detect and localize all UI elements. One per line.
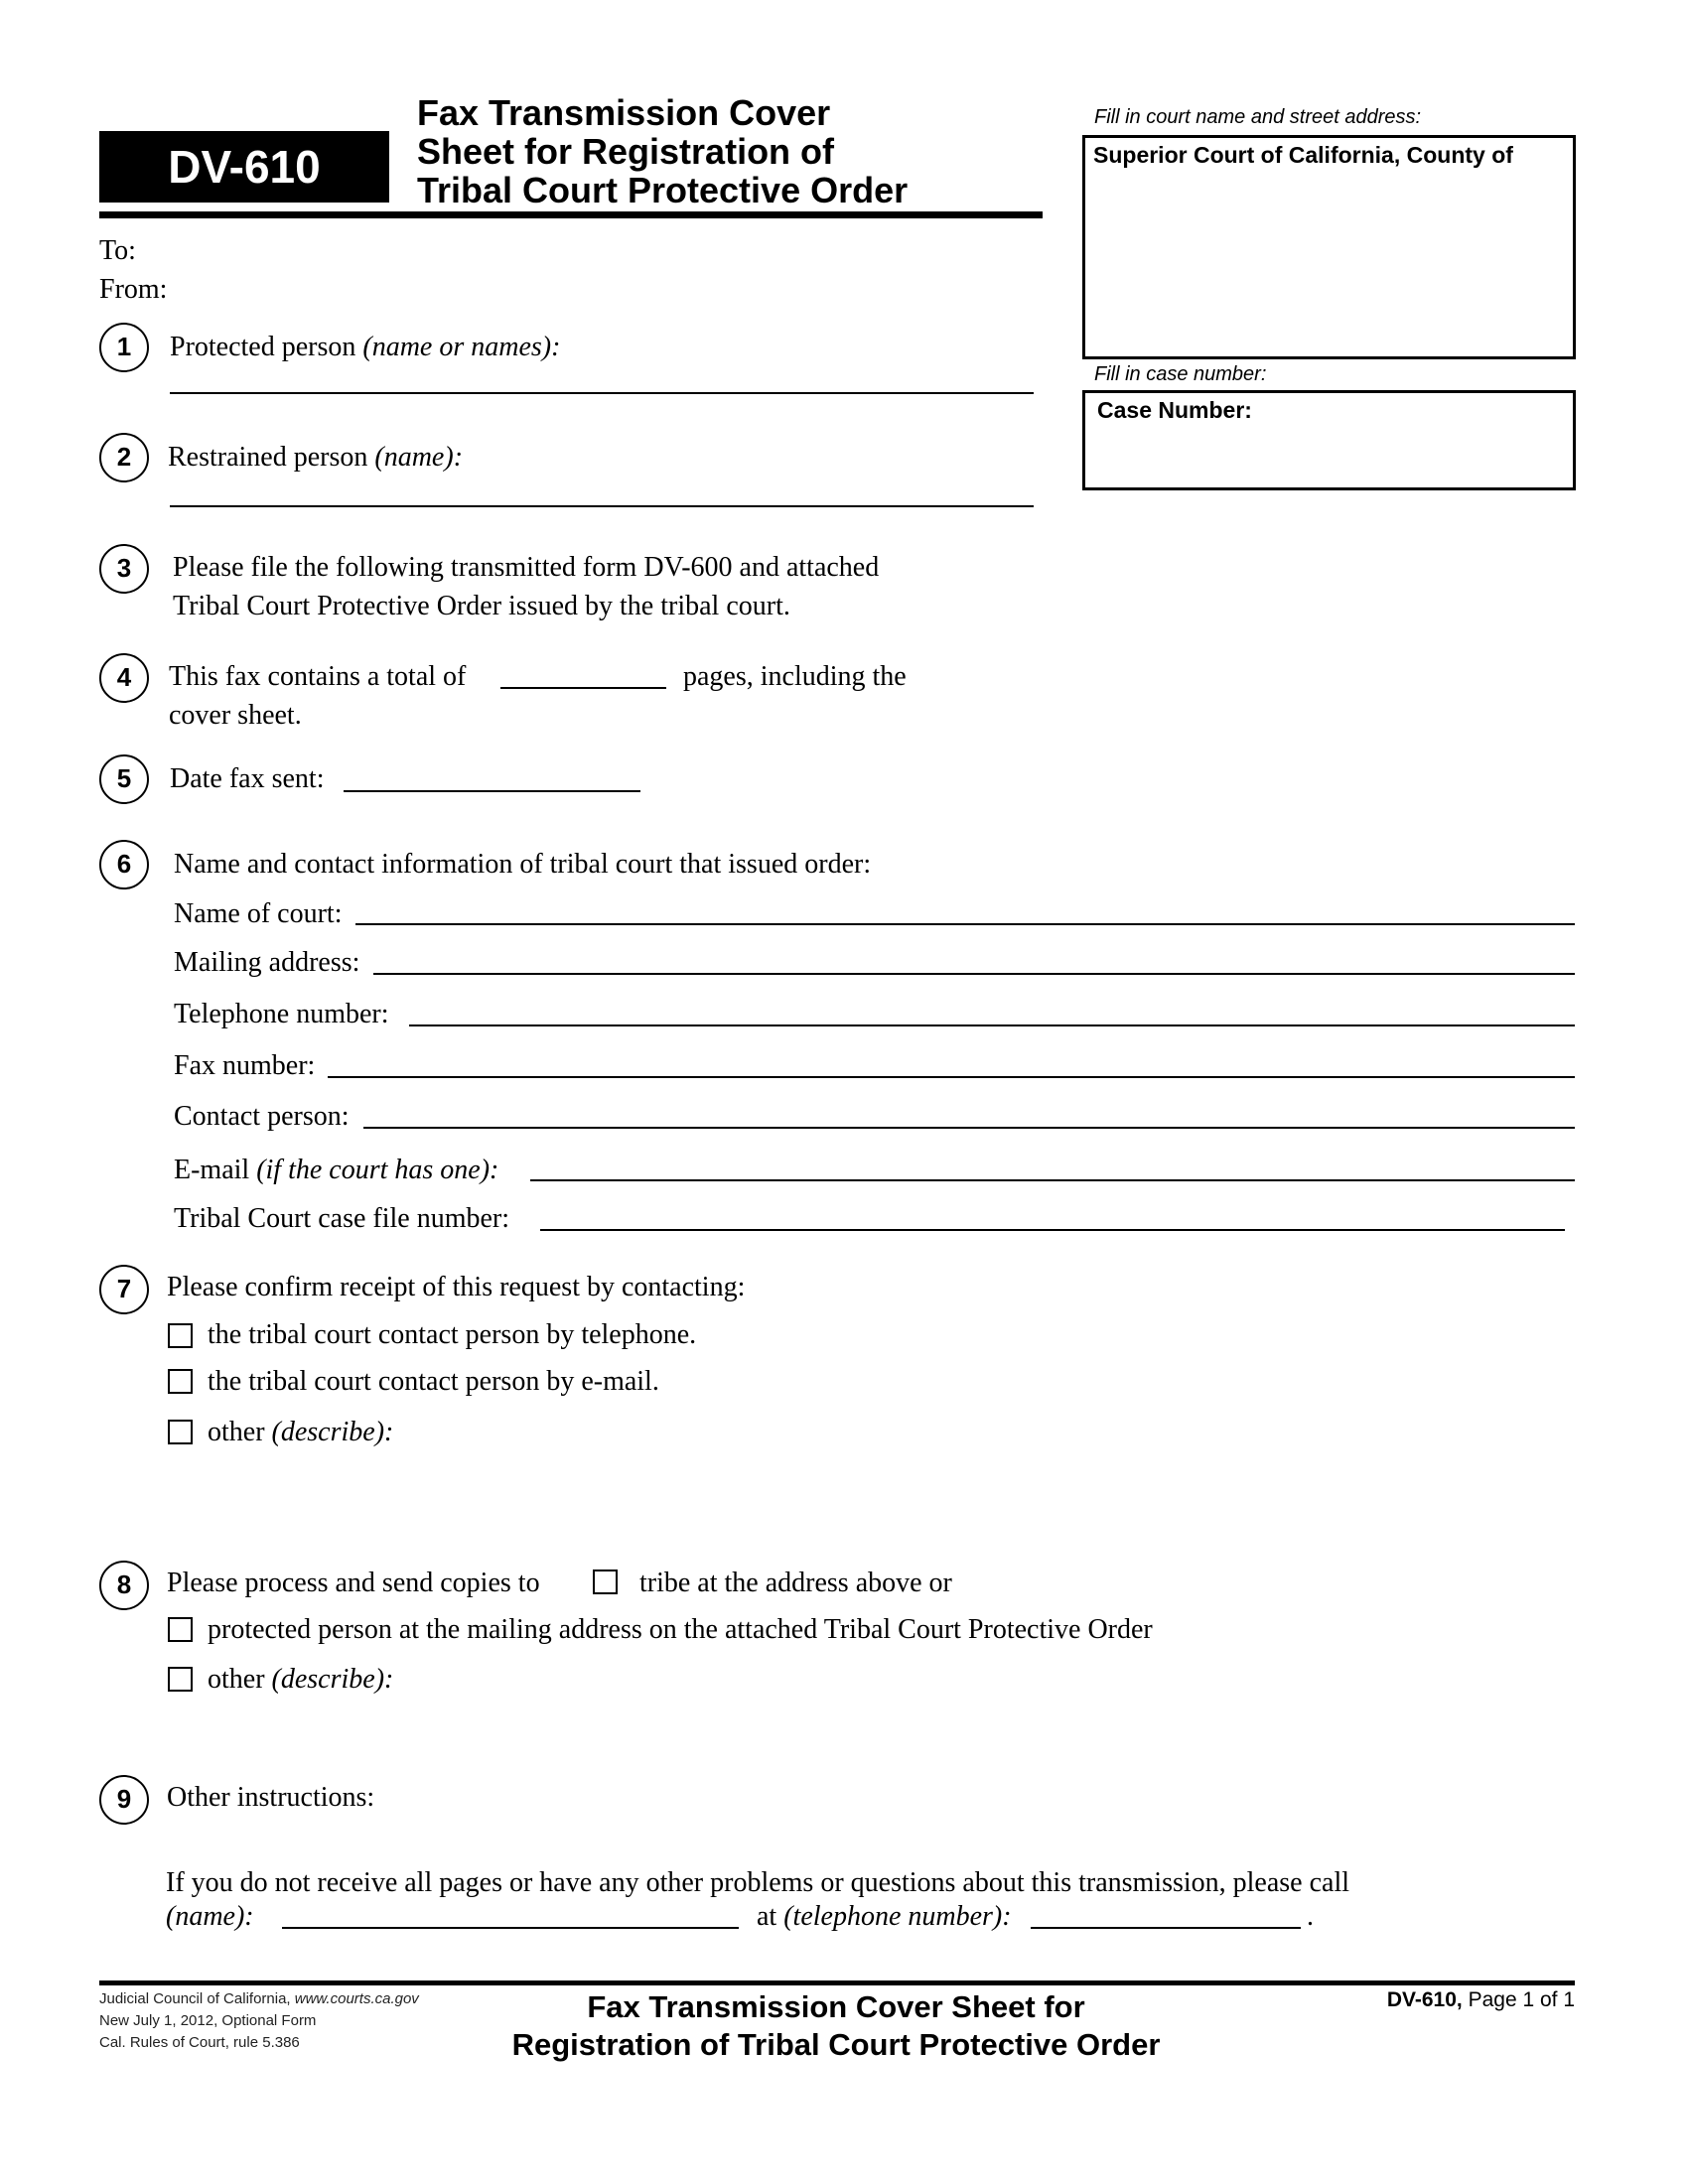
- item-3-line2: Tribal Court Protective Order issued by the tribal court.: [173, 591, 790, 621]
- contact-person-label: Contact person:: [174, 1101, 350, 1132]
- item-number-9: 9: [99, 1775, 149, 1825]
- form-id-badge: DV-610: [99, 131, 389, 203]
- page-count-line2: cover sheet.: [169, 700, 302, 731]
- telephone-checkbox[interactable]: [168, 1323, 193, 1348]
- call-phone-label: at (telephone number):: [757, 1901, 1012, 1932]
- title-line: Tribal Court Protective Order: [417, 170, 909, 210]
- title-line: Fax Transmission Cover: [417, 92, 831, 133]
- problems-text: If you do not receive all pages or have any other problems or questions about this transmission, please call: [166, 1867, 1350, 1898]
- footer-title: Fax Transmission Cover Sheet for Registration of Tribal Court Protective Order: [511, 1989, 1161, 2062]
- email-label: E-mail (if the court has one):: [174, 1155, 499, 1185]
- name-of-court-label: Name of court:: [174, 898, 343, 929]
- item-number-7: 7: [99, 1265, 149, 1314]
- title-line: Sheet for Registration of: [417, 131, 835, 172]
- email-checkbox[interactable]: [168, 1369, 193, 1394]
- item-number-5: 5: [99, 754, 149, 804]
- from-label: From:: [99, 274, 168, 305]
- date-fax-sent-label: Date fax sent:: [170, 763, 325, 794]
- protected-person-option-label: protected person at the mailing address on the attached Tribal Court Protective Order: [208, 1614, 1153, 1645]
- email-field[interactable]: [530, 1179, 1575, 1181]
- other-copies-checkbox[interactable]: [168, 1667, 193, 1692]
- tribe-checkbox[interactable]: [593, 1570, 618, 1594]
- courts-link[interactable]: www.courts.ca.gov: [294, 1990, 419, 2007]
- item-number-2: 2: [99, 433, 149, 482]
- email-option-label: the tribal court contact person by e-mail.: [208, 1366, 659, 1397]
- call-phone-field[interactable]: [1031, 1927, 1301, 1929]
- fax-number-field[interactable]: [328, 1076, 1575, 1078]
- restrained-person-label: Restrained person (name):: [168, 442, 464, 473]
- page-count-label: This fax contains a total of: [169, 661, 467, 692]
- case-file-number-field[interactable]: [540, 1229, 1565, 1231]
- footer-left: Judicial Council of California, www.courts.ca.gov New July 1, 2012, Optional Form Cal. Rules of Court, rule 5.386: [99, 1990, 419, 2051]
- call-name-field[interactable]: [282, 1927, 739, 1929]
- telephone-label: Telephone number:: [174, 999, 389, 1029]
- telephone-option-label: the tribal court contact person by telephone.: [208, 1319, 697, 1350]
- court-name-text: Superior Court of California, County of: [1093, 142, 1513, 168]
- call-name-label: (name):: [166, 1901, 254, 1932]
- case-number-label: Case Number:: [1097, 397, 1252, 423]
- item-number-3: 3: [99, 544, 149, 594]
- header-rule: [99, 211, 1043, 218]
- case-box-label: Fill in case number:: [1094, 363, 1267, 385]
- restrained-person-field[interactable]: [170, 505, 1034, 507]
- mailing-address-label: Mailing address:: [174, 947, 360, 978]
- page-count-suffix: pages, including the: [683, 661, 907, 692]
- fax-number-label: Fax number:: [174, 1050, 316, 1081]
- date-fax-sent-field[interactable]: [344, 790, 640, 792]
- item-number-8: 8: [99, 1561, 149, 1610]
- protected-person-field[interactable]: [170, 392, 1034, 394]
- page-count-field[interactable]: [500, 687, 666, 689]
- case-file-number-label: Tribal Court case file number:: [174, 1203, 510, 1234]
- telephone-field[interactable]: [409, 1024, 1575, 1026]
- item-number-6: 6: [99, 840, 149, 889]
- case-number-box[interactable]: [1082, 390, 1576, 490]
- tribal-court-info-heading: Name and contact information of tribal court that issued order:: [174, 849, 872, 880]
- protected-person-checkbox[interactable]: [168, 1617, 193, 1642]
- other-instructions-label: Other instructions:: [167, 1782, 375, 1813]
- to-label: To:: [99, 235, 136, 266]
- item-number-1: 1: [99, 323, 149, 372]
- court-name-box[interactable]: [1082, 135, 1576, 359]
- form-title: [417, 93, 908, 209]
- tribe-option-label: tribe at the address above or: [639, 1568, 952, 1598]
- mailing-address-field[interactable]: [373, 973, 1575, 975]
- protected-person-label: Protected person (name or names):: [170, 332, 561, 362]
- other-confirm-checkbox[interactable]: [168, 1420, 193, 1444]
- court-box-label: Fill in court name and street address:: [1094, 106, 1422, 128]
- item-3-line1: Please file the following transmitted form DV-600 and attached: [173, 552, 880, 583]
- other-copies-label: other (describe):: [208, 1664, 394, 1695]
- item-number-4: 4: [99, 653, 149, 703]
- contact-person-field[interactable]: [363, 1127, 1575, 1129]
- period: .: [1307, 1901, 1314, 1932]
- footer-rule: [99, 1980, 1575, 1985]
- send-copies-label: Please process and send copies to: [167, 1568, 540, 1598]
- other-confirm-label: other (describe):: [208, 1417, 394, 1447]
- name-of-court-field[interactable]: [355, 923, 1575, 925]
- footer-page-info: DV-610, Page 1 of 1: [1386, 1988, 1575, 2011]
- confirm-receipt-label: Please confirm receipt of this request by contacting:: [167, 1272, 746, 1302]
